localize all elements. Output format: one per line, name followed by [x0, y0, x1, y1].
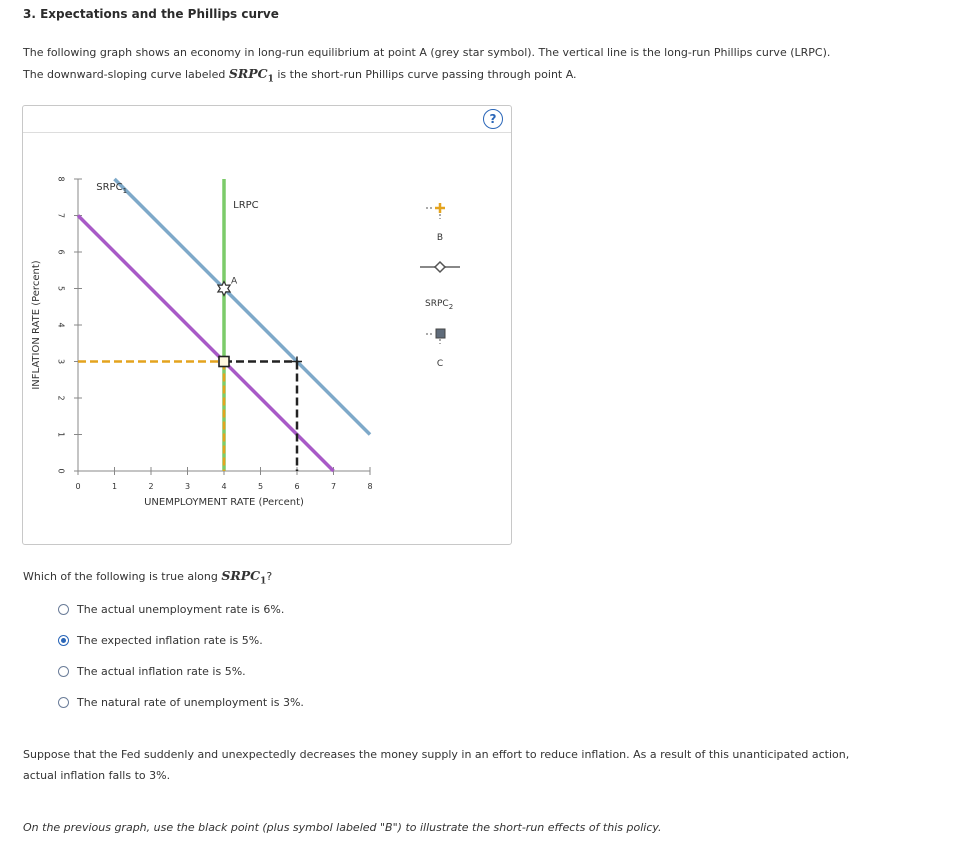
lrpc-label: LRPC [233, 200, 259, 212]
radio-button[interactable] [58, 666, 69, 677]
x-tick-label: 5 [257, 482, 264, 491]
b-tool-label: B [436, 233, 444, 243]
radio-button[interactable] [58, 604, 69, 615]
srpc2-line [78, 216, 334, 472]
c-point-square-icon [219, 357, 229, 367]
c-tool-square-icon[interactable] [436, 329, 445, 338]
answer-options [58, 603, 304, 727]
y-tick-label: 5 [56, 285, 66, 292]
radio-button-selected[interactable] [58, 635, 69, 646]
x-tick-label: 7 [330, 482, 337, 491]
scenario-text: Suppose that the Fed suddenly and unexpectedly decreases the money supply in an effort to reduce inflation. As a result of this unanticipated action, actual inflation falls to 3%. [23, 748, 850, 782]
x-tick-label: 3 [184, 482, 191, 491]
question-title: 3. Expectations and the Phillips curve [23, 7, 279, 21]
y-tick-label: 1 [56, 431, 66, 438]
y-tick-label: 4 [56, 322, 66, 328]
option-3[interactable]: The actual inflation rate is 5%. [58, 665, 304, 696]
x-tick-label: 2 [148, 482, 154, 491]
srpc2-tool-diamond-icon[interactable] [435, 262, 445, 272]
x-tick-label: 8 [367, 482, 373, 491]
x-tick-label: 6 [294, 482, 300, 491]
y-tick-label: 3 [56, 358, 66, 365]
x-axis-title: UNEMPLOYMENT RATE (Percent) [144, 497, 304, 508]
y-axis-title: INFLATION RATE (Percent) [31, 260, 42, 390]
srpc2-tool-label: $SRPC_2$ [425, 299, 454, 311]
help-icon[interactable]: ? [483, 109, 503, 129]
x-tick-label: 0 [75, 482, 81, 491]
y-tick-label: 0 [56, 468, 66, 474]
radio-button[interactable] [58, 697, 69, 708]
y-tick-label: 7 [56, 212, 66, 219]
graph-panel [22, 105, 512, 545]
srpc1-math: $SRPC_1$ [228, 66, 274, 85]
x-tick-label: 1 [111, 482, 118, 491]
option-2[interactable]: The expected inflation rate is 5%. [58, 634, 304, 665]
intro-text [23, 42, 923, 91]
option-1[interactable]: The actual unemployment rate is 6%. [58, 603, 304, 634]
srpc1-label: $SRPC_1$ [96, 181, 128, 195]
intro-line-2: The downward-sloping curve labeled $SRPC_1$ is the short-run Phillips curve passing through point A. [23, 66, 577, 85]
y-tick-label: 2 [56, 395, 66, 401]
option-4[interactable]: The natural rate of unemployment is 3%. [58, 696, 304, 727]
y-tick-label: 6 [56, 249, 66, 255]
point-a-label: A [231, 276, 238, 287]
srpc1-line [115, 179, 371, 435]
y-tick-label: 8 [56, 176, 66, 182]
intro-line-1: The following graph shows an economy in long-run equilibrium at point A (grey star symbol). The vertical line is the long-run Phillips curve (LRPC). [23, 46, 831, 59]
question-prompt: Which of the following is true along $SRPC_1$? [23, 568, 273, 587]
x-tick-label: 4 [221, 482, 227, 491]
phillips-curve-chart [23, 106, 511, 544]
c-tool-label: C [436, 359, 444, 369]
instruction-text: On the previous graph, use the black point (plus symbol labeled "B") to illustrate the short-run effects of this policy. [23, 821, 662, 834]
srpc1-math-question: $SRPC_1$ [221, 568, 267, 587]
